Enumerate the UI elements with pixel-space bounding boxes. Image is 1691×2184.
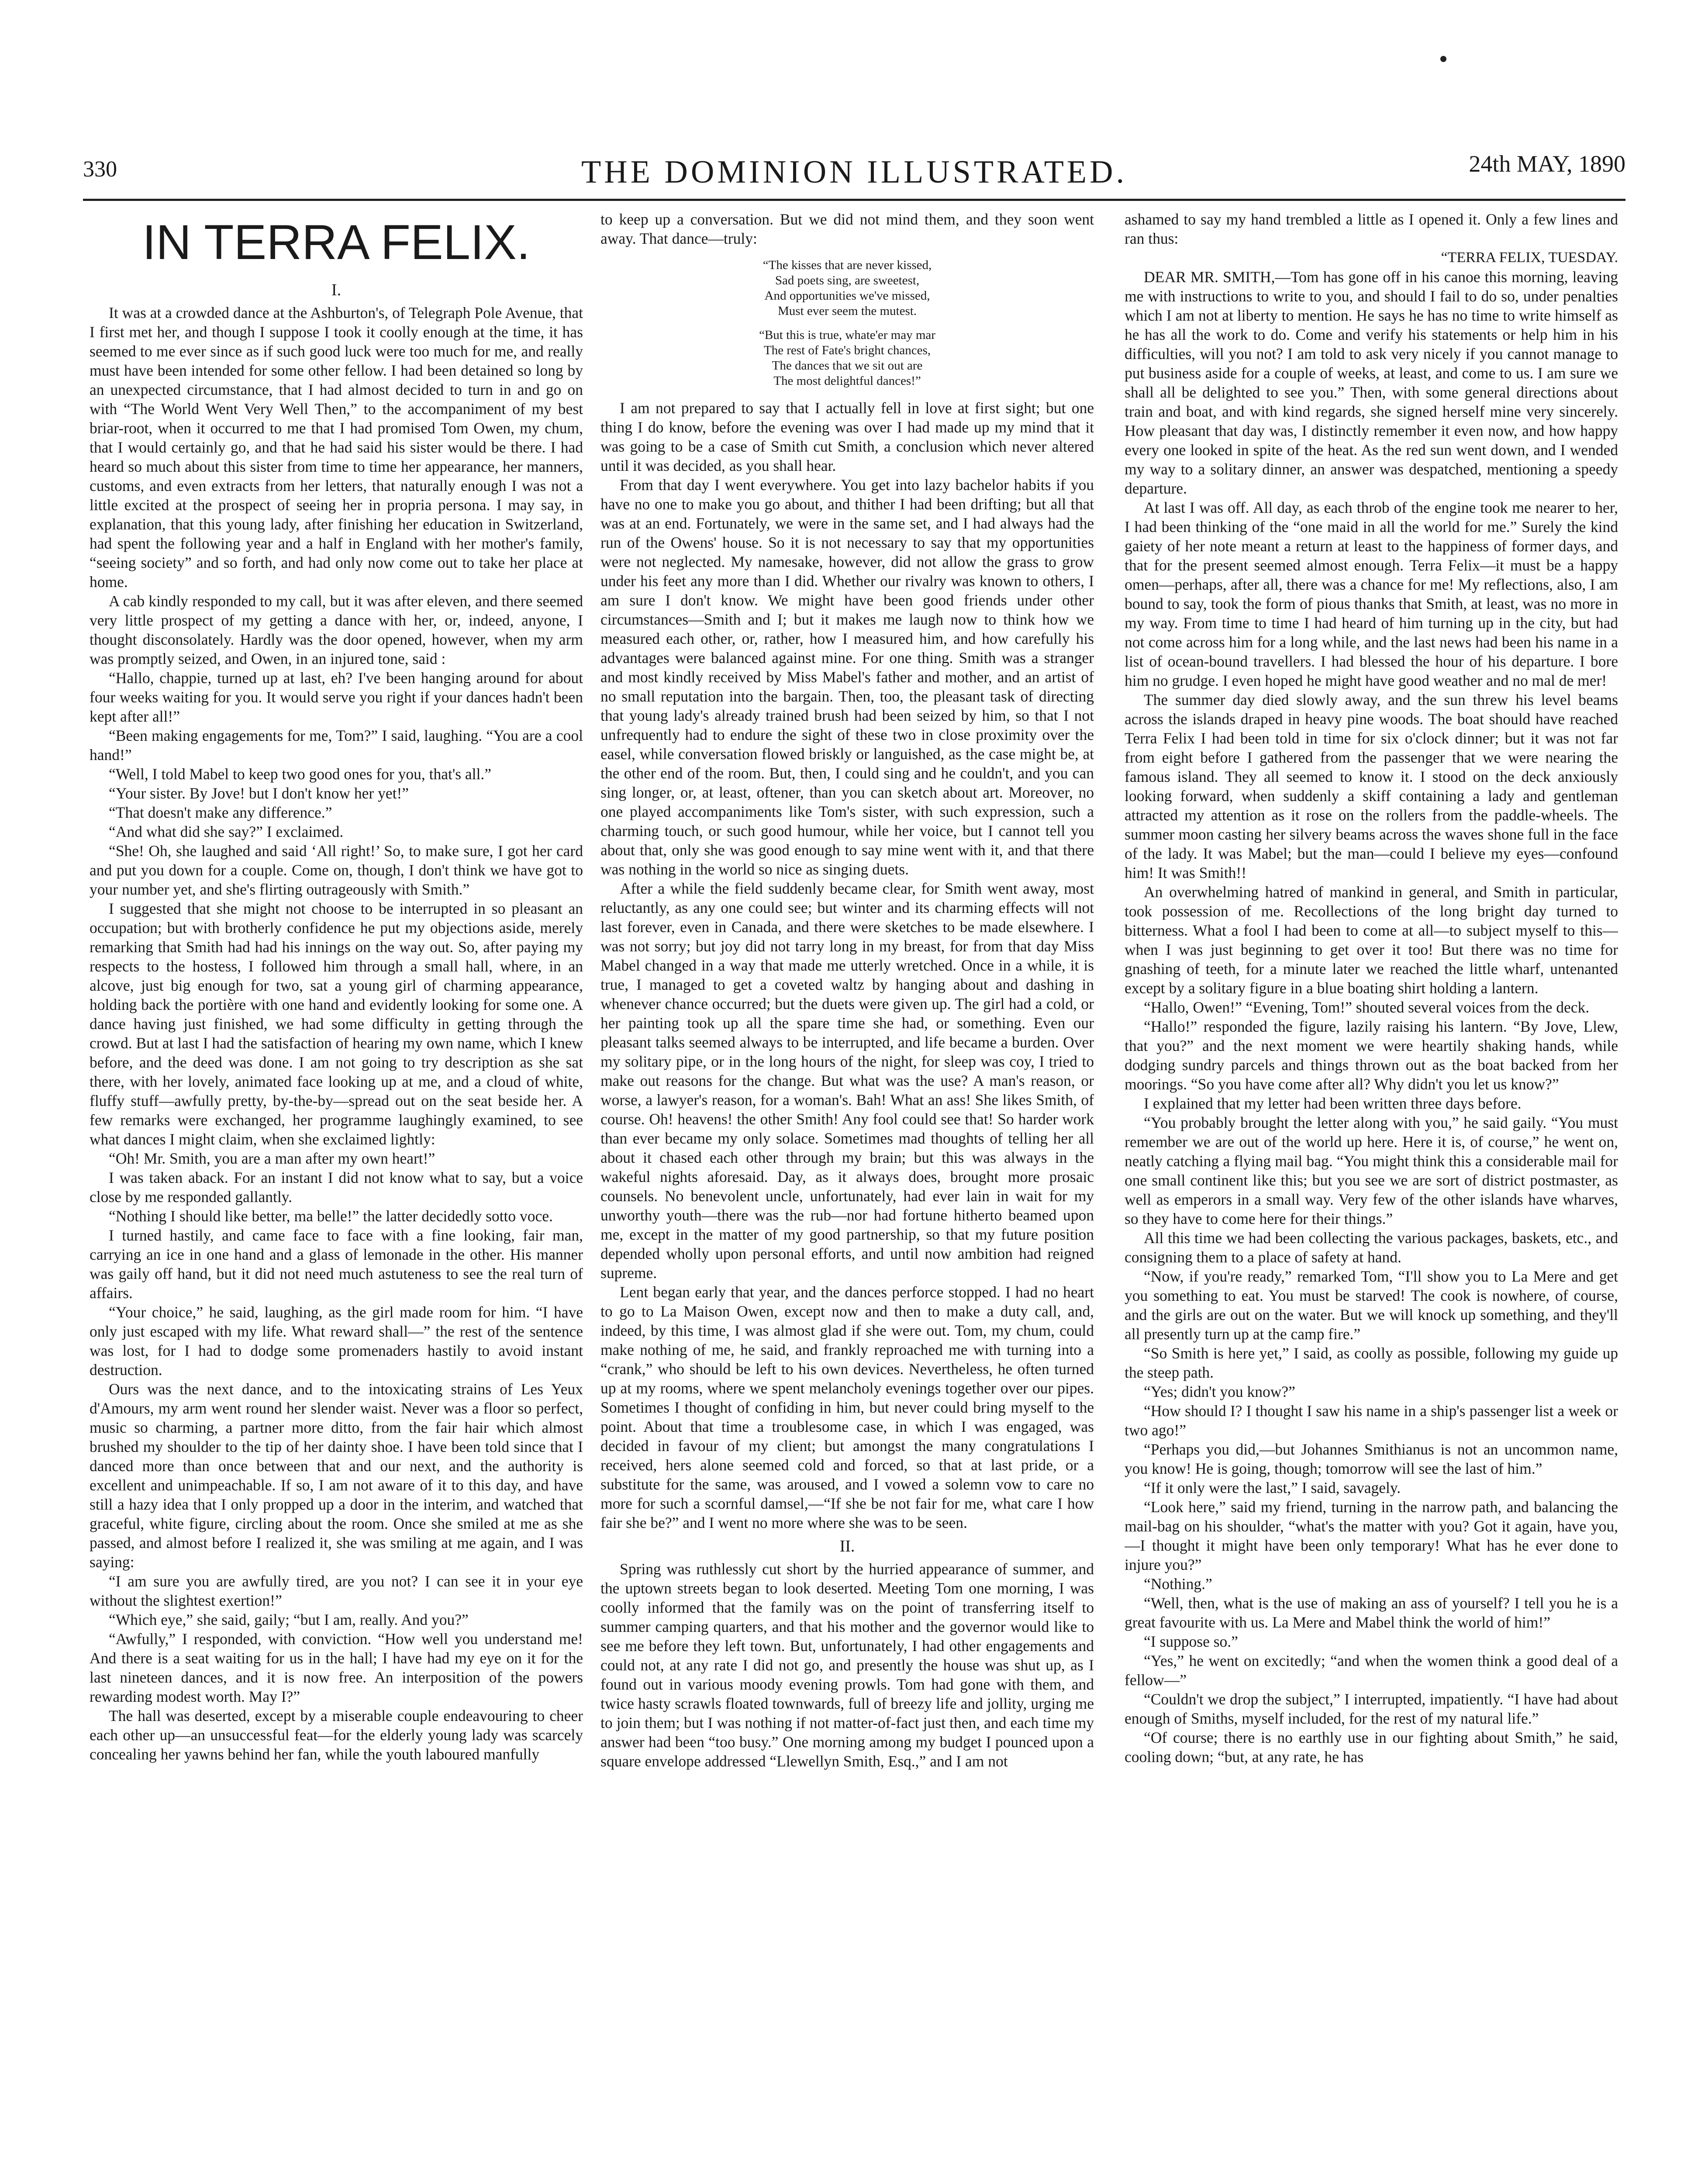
verse-line: The most delightful dances!”: [773, 374, 921, 388]
paragraph: It was at a crowded dance at the Ashburton's, of Telegraph Pole Avenue, that I first met her, and though I suppose I took it coolly enough at the time, it has seemed to me ever since as if such good luck were too much for me, and really must have been intended for some other fellow. I had been detained so long by an unexpected circumstance, that I had almost decided to turn in and go on with “The World Went Very Well Then,” to the accompaniment of my best briar-root, when it occurred to me that I had promised Tom Owen, my chum, that I would certainly go, and that he had said his sister would be there. I had heard so much about this sister from time to time her appearance, her manners, customs, and even extracts from her letters, that naturally enough I was not a little excited at the prospect of seeing her in propria persona. I may say, in explanation, that this young lady, after finishing her education in Switzerland, had spent the following year and a half in England with her mother's family, “seeing society” and so forth, and had only now come out to take her place at home.: [90, 304, 583, 591]
paragraph: “Been making engagements for me, Tom?” I said, laughing. “You are a cool hand!”: [90, 727, 583, 764]
column-2-text-top: [600, 210, 1094, 248]
column-2-text-bottom: [600, 1559, 1094, 1771]
paragraph: “Nothing I should like better, ma belle!” the latter decidedly sotto voce.: [109, 1207, 553, 1225]
paragraph: “Hallo!” responded the figure, lazily raising his lantern. “By Jove, Llew, that you?” and the next moment we were heartily shaking hands, while dodging sundry parcels and things thrown out as the boat backed from her moorings. “So you have come after all? Why didn't you let us know?”: [1125, 1018, 1618, 1093]
letter-dateline: “TERRA FELIX, TUESDAY.: [1441, 249, 1618, 266]
page-number: 330: [83, 157, 117, 182]
poem-verse: [600, 258, 1094, 389]
column-3-text-top: [1125, 210, 1618, 248]
paragraph: “And what did she say?” I exclaimed.: [109, 823, 344, 840]
paragraph: to keep up a conversation. But we did not mind them, and they soon went away. That dance—truly:: [600, 211, 1094, 247]
paragraph: I am not prepared to say that I actually fell in love at first sight; but one thing I do know, before the evening was over I had made up my mind that it was going to be a case of Smith cut Smith, a conclusion which never altered until it was decided, as you shall hear.: [600, 399, 1094, 474]
ink-speck: [1440, 56, 1446, 62]
section-heading-1: I.: [331, 281, 342, 299]
verse-line: “But this is true, whate'er may mar: [759, 328, 935, 342]
paragraph: “I suppose so.”: [1144, 1633, 1238, 1650]
section-heading-2: II.: [839, 1537, 855, 1555]
column-2: [600, 210, 1094, 2184]
issue-date: 24th MAY, 1890: [1469, 151, 1625, 177]
paragraph: “Nothing.”: [1144, 1575, 1212, 1593]
paragraph: Ours was the next dance, and to the intoxicating strains of Les Yeux d'Amours, my arm went round her slender waist. Never was a floor so perfect, music so charming, a partner more ditto, from the fair hair which almost brushed my shoulder to the tip of her dainty shoe. I have been told since that I danced more than once between that and our next, and the authority is excellent and unimpeachable. If so, I am not aware of it to this day, and have still a hazy idea that I only propped up a door in the interim, and watched that graceful, white figure, circling about the room. Once she smiled at me as she passed, and almost before I realized it, she was smiling at me again, and I was saying:: [90, 1380, 583, 1571]
paragraph: After a while the field suddenly became clear, for Smith went away, most reluctantly, as any one could see; but winter and its charming effects will not last forever, even in Canada, and there were sketches to be made elsewhere. I was not sorry; but joy did not tarry long in my breast, for from that day Miss Mabel changed in a way that made me utterly wretched. Once in a while, it is true, I managed to get a coveted waltz by hanging about and dashing in whenever chance occurred; but the duets were given up. The girl had a cold, or her painting took up all the spare time she had, or something. Even our pleasant talks seemed always to be interrupted, and life became a burden. Over my solitary pipe, or in the long hours of the night, for sleep was coy, I tried to make out reasons for the change. But what was the use? A man's reason, or worse, a lawyer's reason, for a woman's. Bah! What an ass! She likes Smith, of course. Oh! heavens! the other Smith! Any fool could see that! So harder work than ever became my only solace. Sometimes mad thoughts of telling her all about it chased each other through my brain; but this was always in the wakeful nights aforesaid. Day, as it always does, brought more prosaic counsels. No benevolent uncle, unfortunately, had ever lain in wait for my unworthy youth—there was the rub—nor had fortune hitherto beamed upon me, except in the matter of my good partnership, so that my future position depended wholly upon personal efforts, and until now ambition had reigned supreme.: [600, 880, 1094, 1282]
paragraph: “You probably brought the letter along with you,” he said gaily. “You must remember we are out of the world up here. Here it is, of course,” he went on, neatly catching a flying mail bag. “You might think this a considerable mail for one small continent like this; but you see we are sort of district postmaster, as well as emperors in a small way. Very few of the other islands have wharves, so they have to come here for their things.”: [1125, 1114, 1618, 1227]
page-header: [83, 139, 1625, 191]
paragraph: “Look here,” said my friend, turning in the narrow path, and balancing the mail-bag on his shoulder, “what's the matter with you? Got it again, have you,—I thought it might have been only temporary! What has he ever done to injure you?”: [1125, 1498, 1618, 1573]
paragraph: Spring was ruthlessly cut short by the hurried appearance of summer, and the uptown streets began to look deserted. Meeting Tom one morning, I was coolly informed that the family was on the point of transferring itself to summer camping quarters, and that his mother and the governor would like to see me before they left town. But, unfortunately, I had other engagements and could not, at any rate I did not go, and presently the house was shut up, as I found out in various moody evening prowls. Tom had gone with them, and twice hasty scrawls floated townwards, full of breezy life and jollity, urging me to join them; but I was nothing if not matter-of-fact just then, and each time my answer had been “too busy.” One morning among my budget I pounced upon a square envelope addressed “Llewellyn Smith, Esq.,” and I am not: [600, 1560, 1094, 1770]
paragraph: An overwhelming hatred of mankind in general, and Smith in particular, took possession of me. Recollections of the long bright day turned to bitterness. What a fool I had been to come at all—to subject myself to this—when I was just beginning to get over it too! But there was no time for gnashing of teeth, for a minute later we reached the little wharf, untenanted except by a solitary figure in a blue boating shirt holding a lantern.: [1125, 883, 1618, 997]
column-3: [1125, 210, 1618, 2184]
verse-line: Must ever seem the mutest.: [777, 304, 917, 318]
paragraph: “Yes; didn't you know?”: [1144, 1383, 1295, 1400]
paragraph: “Well, then, what is the use of making an ass of yourself? I tell you he is a great favourite with us. La Mere and Mabel think the world of him!”: [1125, 1594, 1618, 1631]
paragraph: Lent began early that year, and the dances perforce stopped. I had no heart to go to La Maison Owen, except now and then to make a duty call, and, indeed, by this time, I was almost glad if she were out. Tom, my chum, could make nothing of me, he said, and frankly reproached me with turning into a “crank,” who should be left to his own devices. Nevertheless, he often turned up at my rooms, where we spent melancholy evenings together over our pipes. Sometimes I thought of confiding in him, but never could bring myself to the point. About that time a troublesome case, in which I was engaged, was decided in favour of my client; but amongst the many congratulations I received, hers alone seemed cold and forced, so that at last pride, or a substitute for the same, was aroused, and I vowed a solemn vow to care no more for such a scornful damsel,—“If she be not fair for me, what care I how fair she be?” and I went no more where she was to be seen.: [600, 1283, 1094, 1531]
verse-line: And opportunities we've missed,: [764, 289, 930, 303]
paragraph: “If it only were the last,” I said, savagely.: [1144, 1479, 1401, 1496]
paragraph: I turned hastily, and came face to face with a fine looking, fair man, carrying an ice in one hand and a glass of lemonade in the other. His manner was gaily off hand, but it did not need much astuteness to see the real turn of affairs.: [90, 1227, 583, 1302]
paragraph: “Awfully,” I responded, with conviction. “How well you understand me! And there is a seat waiting for us in the hall; I have had my eye on it for the last nineteen dances, and it is now free. An interposition of the powers rewarding modest worth. May I?”: [90, 1630, 583, 1705]
paragraph: “Oh! Mr. Smith, you are a man after my own heart!”: [109, 1150, 435, 1167]
paragraph: DEAR MR. SMITH,—Tom has gone off in his canoe this morning, leaving me with instructions to write to you, and should I fail to do so, under penalties which I am not at liberty to mention. He says he has no time to write himself as he has all the work to do. Come and verify his statements or help him in his difficulties, will you not? I am told to ask very nicely if you cannot manage to put business aside for a couple of weeks, at least, and come to us. I am sure we shall all be delighted to see you.” Then, with some general directions about train and boat, and with kind regards, she signed herself mine very sincerely. How pleasant that day was, I distinctly remember it even now, and how happy every one looked in spite of the heat. As the red sun went down, and I wended my way to a solitary dinner, an answer was despatched, mentioning a speedy departure.: [1125, 268, 1618, 497]
paragraph: “Couldn't we drop the subject,” I interrupted, impatiently. “I have had about enough of Smiths, myself included, for the rest of my natural life.”: [1125, 1690, 1618, 1727]
paragraph: “Of course; there is no earthly use in our fighting about Smith,” he said, cooling down; “but, at any rate, he has: [1125, 1729, 1618, 1766]
paragraph: I was taken aback. For an instant I did not know what to say, but a voice close by me responded gallantly.: [90, 1169, 583, 1206]
paragraph: From that day I went everywhere. You get into lazy bachelor habits if you have no one to make you go about, and thither I had been drifting; but all that was at an end. Fortunately, we were in the same set, and I had always had the run of the Owens' house. So it is not necessary to say that my opportunities were not neglected. My namesake, however, did not allow the grass to grow under his feet any more than I did. Whether our rivalry was known to others, I am sure I don't know. We might have been good friends under other circumstances—Smith and I; but it makes me laugh now to think how we measured each other, or, rather, how I measured him, and how carefully his advantages were balanced against mine. For one thing. Smith was a stranger and most kindly received by Miss Mabel's father and mother, and an artist of no small reputation into the bargain. Then, too, the pleasant task of directing that young lady's already trained brush had been seized by him, so that I not unfrequently had to endure the sight of these two in close proximity over the easel, while conversation flowed briskly or languished, as the case might be, at the other end of the room. But, then, I could sing and he couldn't, and you can sing longer, or, at least, oftener, than you can sketch about art. Moreover, no one played accompaniments like Tom's sister, with such expression, such a charming touch, or such good humour, while her voice, but I cannot tell you about that, only she was good enough to say mine went with it, and that there was nothing in the world so nice as singing duets.: [600, 476, 1094, 878]
paragraph: “She! Oh, she laughed and said ‘All right!’ So, to make sure, I got her card and put you down for a couple. Come on, though, I don't think we have got to your number yet, and she's flirting outrageously with Smith.”: [90, 842, 583, 898]
paragraph: A cab kindly responded to my call, but it was after eleven, and there seemed very little prospect of my getting a dance with her, or, indeed, anyone, I thought disconsolately. Hardly was the door opened, however, when my arm was promptly seized, and Owen, in an injured tone, said :: [90, 592, 583, 667]
paragraph: “How should I? I thought I saw his name in a ship's passenger list a week or two ago!”: [1125, 1402, 1618, 1439]
column-1-text: [90, 303, 583, 1764]
paragraph: ashamed to say my hand trembled a little as I opened it. Only a few lines and ran thus:: [1125, 211, 1618, 247]
paragraph: The hall was deserted, except by a miserable couple endeavouring to cheer each other up—an unsuccessful feat—for the elderly young lady was scarcely concealing her yawns behind her fan, while the youth laboured manfully: [90, 1707, 583, 1763]
paragraph: “I am sure you are awfully tired, are you not? I can see it in your eye without the slightest exertion!”: [90, 1572, 583, 1609]
paragraph: The summer day died slowly away, and the sun threw his level beams across the islands draped in heavy pine woods. The boat should have reached Terra Felix I had been told in time for six o'clock dinner; but it was not far from eight before I gathered from the passenger that we were nearing the famous island. They all seemed to know it. I stood on the deck anxiously looking forward, when suddenly a skiff containing a lady and gentleman attracted my attention as it rose on the rollers from the paddle-wheels. The summer moon casting her silvery beams across the waves shone full in the face of the lady. It was Mabel; but the man—could I believe my eyes—confound him! It was Smith!!: [1125, 691, 1618, 881]
paragraph: All this time we had been collecting the various packages, baskets, etc., and consigning them to a place of safety at hand.: [1125, 1229, 1618, 1266]
verse-line: The rest of Fate's bright chances,: [763, 343, 931, 357]
verse-line: The dances that we sit out are: [772, 359, 923, 373]
paragraph: “Perhaps you did,—but Johannes Smithianus is not an uncommon name, you know! He is going, though; tomorrow will see the last of him.”: [1125, 1441, 1618, 1477]
paragraph: “Your sister. By Jove! but I don't know her yet!”: [109, 784, 409, 802]
paragraph: “Which eye,” she said, gaily; “but I am, really. And you?”: [109, 1611, 469, 1628]
paragraph: “Hallo, Owen!” “Evening, Tom!” shouted several voices from the deck.: [1144, 999, 1590, 1016]
verse-line: “The kisses that are never kissed,: [763, 258, 932, 272]
header-rule: [83, 199, 1625, 201]
column-1: [90, 210, 583, 2184]
paragraph: “Hallo, chappie, turned up at last, eh? I've been hanging around for about four weeks waiting for you. It would serve you right if your dances hadn't been kept after all!”: [90, 669, 583, 725]
paragraph: At last I was off. All day, as each throb of the engine took me nearer to her, I had been thinking of the “one maid in all the world for me.” Surely the kind gaiety of her note meant a return at least to the happiness of former days, and that for the present seemed almost enough. Terra Felix—it must be a happy omen—perhaps, after all, there was a chance for me! My reflections, also, I am bound to say, took the form of pious thanks that Smith, at least, was no more in my way. From time to time I had heard of him turning up in the city, but had not come across him for a long while, and the last news had been his name in a list of ocean-bound travellers. I had blessed the hour of his departure. I bore him no grudge. I even hoped he might have good weather and no mal de mer!: [1125, 499, 1618, 689]
paragraph: “Yes,” he went on excitedly; “and when the women think a good deal of a fellow—”: [1125, 1652, 1618, 1689]
column-2-text-middle: [600, 398, 1094, 1532]
paragraph: I suggested that she might not choose to be interrupted in so pleasant an occupation; but with brotherly confidence he put my objections aside, merely remarking that Smith had had his innings on the way out. So, after paying my respects to the hostess, I followed him through a small hall, where, in an alcove, just big enough for two, sat a young girl of charming appearance, holding back the portière with one hand and evidently looking for some one. A dance having just finished, we had some difficulty in getting through the crowd. But at last I had the satisfaction of hearing my own name, which I knew before, and the deed was done. I am not going to try description as she sat there, with her lovely, animated face looking up at me, and a cloud of white, fluffy stuff—awfully pretty, by-the-by—spread out on the seat beside her. A few remarks were exchanged, her programme laughingly examined, to see what dances I might claim, when she exclaimed lightly:: [90, 900, 583, 1148]
paragraph: I explained that my letter had been written three days before.: [1144, 1095, 1522, 1112]
paragraph: “Now, if you're ready,” remarked Tom, “I'll show you to La Mere and get you something to eat. You must be starved! The cook is nowhere, of course, and the girls are out on the water. But we will knock up something, and they'll all presently turn up at the camp fire.”: [1125, 1268, 1618, 1343]
article-title: IN TERRA FELIX.: [142, 215, 530, 270]
paragraph: “Well, I told Mabel to keep two good ones for you, that's all.”: [109, 765, 492, 783]
paragraph: “That doesn't make any difference.”: [109, 804, 332, 821]
column-3-text: [1125, 267, 1618, 1766]
verse-line: Sad poets sing, are sweetest,: [775, 273, 920, 287]
paragraph: “So Smith is here yet,” I said, as coolly as possible, following my guide up the steep path.: [1125, 1344, 1618, 1381]
publication-title: THE DOMINION ILLUSTRATED.: [581, 154, 1127, 190]
paragraph: “Your choice,” he said, laughing, as the girl made room for him. “I have only just escaped with my life. What reward shall—” the rest of the sentence was lost, for I had to dodge some promenaders hastily to avoid instant destruction.: [90, 1303, 583, 1379]
